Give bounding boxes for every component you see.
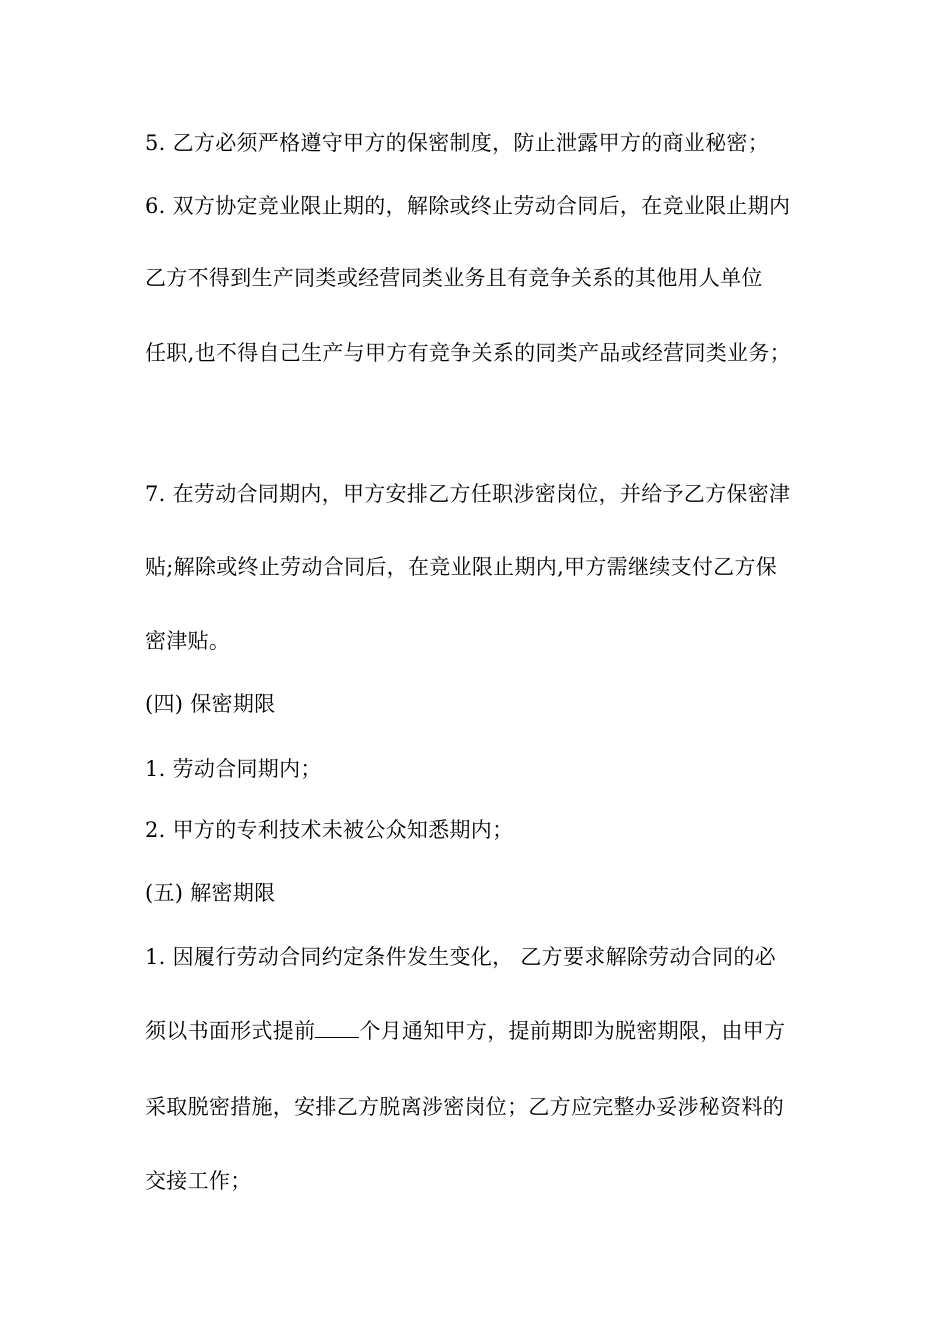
section-5-item-1-line-2 xyxy=(145,1018,785,1044)
section-5-item-1-line-4: 交接工作； xyxy=(145,1169,252,1193)
section-4-item-2: 2. 甲方的专利技术未被公众知悉期内； xyxy=(145,818,514,842)
section-4-item-1: 1. 劳动合同期内； xyxy=(145,757,322,781)
section-5-text-after-blank: 个月通知甲方，提前期即为脱密期限，由甲方 xyxy=(359,1019,786,1043)
section-4-heading: (四) 保密期限 xyxy=(145,692,276,716)
section-5-text-before-blank: 须以书面形式提前 xyxy=(145,1019,316,1043)
clause-6-line-1: 6. 双方协定竞业限止期的，解除或终止劳动合同后，在竞业限止期内 xyxy=(145,194,791,218)
section-5-item-1-line-3: 采取脱密措施，安排乙方脱离涉密岗位；乙方应完整办妥涉秘资料的 xyxy=(145,1095,784,1119)
clause-6-line-3: 任职,也不得自己生产与甲方有竞争关系的同类产品或经营同类业务； xyxy=(145,341,791,365)
months-blank-field xyxy=(315,1019,359,1038)
clause-5-line-1: 5. 乙方必须严格遵守甲方的保密制度，防止泄露甲方的商业秘密； xyxy=(145,131,770,155)
section-5-item-1-line-1: 1. 因履行劳动合同约定条件发生变化， 乙方要求解除劳动合同的必 xyxy=(145,945,776,969)
clause-7-line-1: 7. 在劳动合同期内，甲方安排乙方任职涉密岗位，并给予乙方保密津 xyxy=(145,482,791,506)
clause-7-line-2: 贴;解除或终止劳动合同后，在竞业限止期内,甲方需继续支付乙方保 xyxy=(145,555,778,579)
section-5-heading: (五) 解密期限 xyxy=(145,881,276,905)
clause-7-line-3: 密津贴。 xyxy=(145,629,231,653)
clause-6-line-2: 乙方不得到生产同类或经营同类业务且有竞争关系的其他用人单位 xyxy=(145,266,763,290)
